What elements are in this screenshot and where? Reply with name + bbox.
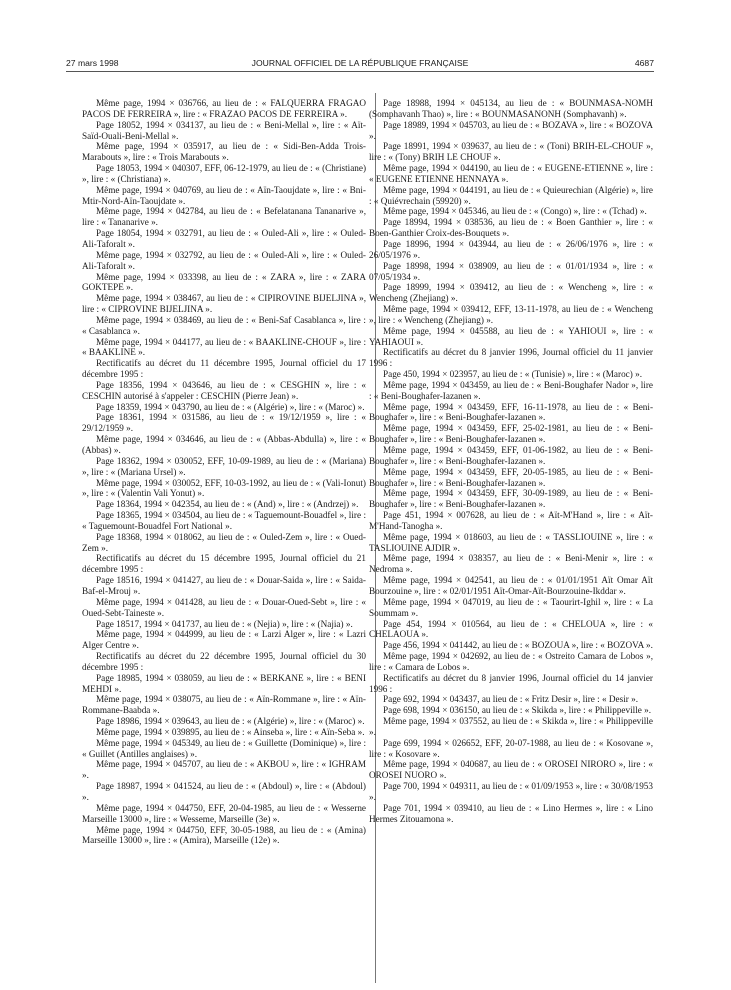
page-header (66, 56, 654, 70)
rectification-entry: Page 18988, 1994 × 045134, au lieu de : « BOUNMASA-NOMH (Somphavanh Thao) », lire : « BOUNMASANONH (Somphavanh) ». (369, 98, 653, 119)
rectification-entry: Page 18359, 1994 × 043790, au lieu de : « (Algérie) », lire : « (Maroc) ». (96, 401, 365, 412)
rectification-entry: Page 18052, 1994 × 034137, au lieu de : « Beni-Mellal », lire : « Aït-Saïd-Ouali-Beni-Mellal ». (82, 119, 366, 141)
rectification-entry: Page 18986, 1994 × 039643, au lieu de : « (Algérie) », lire : « (Maroc) ». (96, 716, 365, 727)
rectification-entry: Rectificatifs au décret du 22 décembre 1995, Journal officiel du 30 décembre 1995 : (82, 651, 366, 672)
rectification-entry: Même page, 1994 × 042692, au lieu de : « Ostreito Camara de Lobos », lire : « Camara de Lobos ». (369, 651, 653, 672)
header-rule (66, 71, 654, 72)
rectification-entry: Même page, 1994 × 041428, au lieu de : « Douar-Oued-Sebt », lire : « Oued-Sebt-Taineste ». (82, 596, 366, 618)
rectification-entry: Rectificatifs au décret du 8 janvier 1996, Journal officiel du 14 janvier 1996 : (369, 672, 653, 694)
rectification-entry: Même page, 1994 × 034646, au lieu de : « (Abbas-Abdulla) », lire : « (Abbas) ». (82, 434, 366, 455)
rectification-entry: Même page, 1994 × 044177, au lieu de : « BAAKLINE-CHOUF », lire : « BAAKLINE ». (82, 336, 366, 358)
rectification-entry: Page 18365, 1994 × 034504, au lieu de : « Taguemount-Bouadfel », lire : « Taguemount-Bouadfel Fort National ». (82, 510, 366, 531)
rectification-entry: Page 18368, 1994 × 018062, au lieu de : « Ouled-Zem », lire : « Oued-Zem ». (82, 531, 366, 553)
rectification-entry: Même page, 1994 × 035917, au lieu de : « Sidi-Ben-Adda Trois-Marabouts », lire : « Trois Marabouts ». (82, 141, 366, 163)
rectification-entry: Page 18999, 1994 × 039412, au lieu de : « Wencheng », lire : « Wencheng (Zhejiang) ». (369, 282, 653, 304)
rectification-entry: Page 454, 1994 × 010564, au lieu de : « CHELOUA », lire : « CHELAOUA ». (369, 618, 653, 640)
rectification-entry: Page 692, 1994 × 043437, au lieu de : « Fritz Desir », lire : « Desir ». (383, 694, 638, 705)
rectification-entry: Même page, 1994 × 043459, au lieu de : « Beni-Boughafer Nador », lire : « Beni-Boughafer-Iazanen ». (369, 379, 653, 401)
rectification-entry: Page 18998, 1994 × 038909, au lieu de : « 01/01/1934 », lire : « 07/05/1934 ». (369, 260, 653, 282)
rectification-entry: Page 18356, 1994 × 043646, au lieu de : « CESGHIN », lire : « CESCHIN autorisé à s'appeler : CESCHIN (Pierre Jean) ». (82, 379, 366, 401)
rectification-entry: Même page, 1994 × 042784, au lieu de : « Befelatanana Tananarive », lire : « Tananarive ». (82, 206, 366, 228)
rectification-entry: Même page, 1994 × 040769, au lieu de : « Aïn-Taoujdate », lire : « Bni-Mtir-Nord-Aïn-Taoujdate ». (82, 184, 366, 206)
rectification-entry: Page 18361, 1994 × 031586, au lieu de : « 19/12/1959 », lire : « 29/12/1959 ». (82, 412, 366, 434)
rectification-entry: Page 18989, 1994 × 045703, au lieu de : « BOZAVA », lire : « BOZOVA ». (369, 119, 653, 141)
rectification-entry: Même page, 1994 × 045707, au lieu de : « AKBOU », lire : « IGHRAM ». (82, 759, 366, 781)
right-column (369, 98, 653, 825)
header-page-number: 4687 (634, 58, 654, 68)
rectification-entry: Même page, 1994 × 044750, EFF, 20-04-1985, au lieu de : « Wesserne Marseille 13000 », lire : « Wesseme, Marseille (3e) ». (82, 802, 366, 824)
header-date: 27 mars 1998 (66, 58, 119, 68)
rectification-entry: Même page, 1994 × 037552, au lieu de : « Skikda », lire : « Philippeville ». (369, 716, 653, 737)
rectification-entry: Même page, 1994 × 044190, au lieu de : « EUGENE-ETIENNE », lire : « EUGENE ETIENNE HENNAYA ». (369, 163, 653, 184)
rectification-entry: Page 18994, 1994 × 038536, au lieu de : « Boen Ganthier », lire : « Boen-Ganthier Croix-des-Bouquets ». (369, 217, 653, 239)
rectification-entry: Même page, 1994 × 038357, au lieu de : « Beni-Menir », lire : « Nedroma ». (369, 553, 653, 575)
rectification-entry: Même page, 1994 × 032792, au lieu de : « Ouled-Ali », lire : « Ouled-Ali-Taforalt ». (82, 249, 366, 271)
rectification-entry: Même page, 1994 × 040687, au lieu de : « OROSEI NIRORO », lire : « OROSEI NUORO ». (369, 759, 653, 781)
rectification-entry: Rectificatifs au décret du 8 janvier 1996, Journal officiel du 11 janvier 1996 : (369, 347, 653, 369)
rectification-entry: Même page, 1994 × 043459, EFF, 30-09-1989, au lieu de : « Beni-Boughafer », lire : « Beni-Boughafer-Iazanen ». (369, 488, 653, 510)
rectification-entry: Page 699, 1994 × 026652, EFF, 20-07-1988, au lieu de : « Kosovane », lire : « Kosovare ». (369, 737, 653, 759)
rectification-entry: Même page, 1994 × 039412, EFF, 13-11-1978, au lieu de : « Wencheng », lire : « Wencheng (Zhejiang) ». (369, 304, 653, 325)
rectification-entry: Page 18362, 1994 × 030052, EFF, 10-09-1989, au lieu de : « (Mariana) », lire : « (Mariana Ursel) ». (82, 455, 366, 477)
rectification-entry: Page 18516, 1994 × 041427, au lieu de : « Douar-Saida », lire : « Saida-Baf-el-Mrouj ». (82, 575, 366, 596)
rectification-entry: Page 18054, 1994 × 032791, au lieu de : « Ouled-Ali », lire : « Ouled-Ali-Taforalt ». (82, 228, 366, 249)
rectification-entry: Même page, 1994 × 045346, au lieu de : « (Congo) », lire : « (Tchad) ». (383, 206, 647, 217)
rectification-entry: Même page, 1994 × 043459, EFF, 01-06-1982, au lieu de : « Beni-Boughafer », lire : « Beni-Boughafer-Iazanen ». (369, 445, 653, 466)
rectification-entry: Page 18985, 1994 × 038059, au lieu de : « BERKANE », lire : « BENI MEHDI ». (82, 672, 366, 694)
rectification-entry: Même page, 1994 × 038075, au lieu de : « Aïn-Rommane », lire : « Aïn-Rommane-Baabda ». (82, 694, 366, 716)
rectification-entry: Même page, 1994 × 044750, EFF, 30-05-1988, au lieu de : « (Amina) Marseille 13000 », lire : « (Amira), Marseille (12e) ». (82, 824, 366, 846)
rectification-entry: Page 18053, 1994 × 040307, EFF, 06-12-1979, au lieu de : « (Christiane) », lire : « (Christiana) ». (82, 163, 366, 184)
rectification-entry: Page 18991, 1994 × 039637, au lieu de : « (Toni) BRIH-EL-CHOUF », lire : « (Tony) BRIH LE CHOUF ». (369, 141, 653, 163)
rectification-entry: Même page, 1994 × 044999, au lieu de : « Larzi Alger », lire : « Lazri Alger Centre ». (82, 629, 366, 651)
rectification-entry: Page 18517, 1994 × 041737, au lieu de : « (Nejia) », lire : « (Najia) ». (96, 618, 353, 629)
rectification-entry: Même page, 1994 × 038469, au lieu de : « Beni-Saf Casablanca », lire : « Casablanca ». (82, 314, 366, 336)
rectification-entry: Même page, 1994 × 043459, EFF, 16-11-1978, au lieu de : « Beni-Boughafer », lire : « Beni-Boughafer-Iazanen ». (369, 401, 653, 423)
rectification-entry: Même page, 1994 × 043459, EFF, 25-02-1981, au lieu de : « Beni-Boughafer », lire : « Beni-Boughafer-Iazanen ». (369, 423, 653, 445)
rectification-entry: Page 18364, 1994 × 042354, au lieu de : « (And) », lire : « (Andrzej) ». (96, 499, 359, 510)
rectification-entry: Même page, 1994 × 018603, au lieu de : « TASSLIOUINE », lire : « TASLIOUINE AJDIR ». (369, 531, 653, 553)
rectification-entry: Page 700, 1994 × 049311, au lieu de : « 01/09/1953 », lire : « 30/08/1953 ». (369, 781, 653, 802)
rectification-entry: Même page, 1994 × 039895, au lieu de : « Ainseba », lire : « Aïn-Seba ». (96, 726, 365, 737)
rectification-entry: Même page, 1994 × 043459, EFF, 20-05-1985, au lieu de : « Beni-Boughafer », lire : « Beni-Boughafer-Iazanen ». (369, 466, 653, 488)
rectification-entry: Page 18987, 1994 × 041524, au lieu de : « (Abdoul) », lire : « (Abdoul) ». (82, 781, 366, 802)
rectification-entry: Rectificatifs au décret du 15 décembre 1995, Journal officiel du 21 décembre 1995 : (82, 553, 366, 575)
rectification-entry: Page 698, 1994 × 036150, au lieu de : « Skikda », lire : « Philippeville ». (383, 705, 652, 716)
rectification-entry: Page 450, 1994 × 023957, au lieu de : « (Tunisie) », lire : « (Maroc) ». (383, 369, 642, 380)
rectification-entry: Même page, 1994 × 044191, au lieu de : « Quieurechian (Algérie) », lire : « Quiévrechain (59920) ». (369, 184, 653, 206)
rectification-entry: Même page, 1994 × 045588, au lieu de : « YAHIOUI », lire : « YAHIAOUI ». (369, 325, 653, 347)
rectification-entry: Même page, 1994 × 038467, au lieu de : « CIPIROVINE BIJELJINA », lire : « CIPROVINE BIJELJINA ». (82, 293, 366, 315)
rectification-entry: Même page, 1994 × 030052, EFF, 10-03-1992, au lieu de : « (Vali-Ionut) », lire : « (Valentin Vali Yonut) ». (82, 477, 366, 499)
rectification-entry: Même page, 1994 × 042541, au lieu de : « 01/01/1951 Aït Omar Aït Bourzouine », lire : « 02/01/1951 Aït-Omar-Aït-Bourzouine-Ikddar ». (369, 575, 653, 596)
rectification-entry: Même page, 1994 × 045349, au lieu de : « Guillette (Dominique) », lire : « Guillet (Antilles anglaises) ». (82, 737, 366, 759)
rectification-entry: Même page, 1994 × 033398, au lieu de : « ZARA », lire : « ZARA GOKTEPE ». (82, 271, 366, 293)
rectification-entry: Page 701, 1994 × 039410, au lieu de : « Lino Hermes », lire : « Lino Hermes Zitouamona ». (369, 802, 653, 824)
rectification-entry: Page 456, 1994 × 041442, au lieu de : « BOZOUA », lire : « BOZOVA ». (383, 640, 653, 651)
rectification-entry: Même page, 1994 × 036766, au lieu de : « FALQUERRA FRAGAO PACOS DE FERREIRA », lire : « FRAZAO PACOS DE FERREIRA ». (82, 98, 366, 119)
rectification-entry: Rectificatifs au décret du 11 décembre 1995, Journal officiel du 17 décembre 1995 : (82, 358, 366, 380)
rectification-entry: Page 18996, 1994 × 043944, au lieu de : « 26/06/1976 », lire : « 26/05/1976 ». (369, 238, 653, 260)
left-column (82, 98, 366, 846)
rectification-entry: Page 451, 1994 × 007628, au lieu de : « Aït-M'Hand », lire : « Aït-M'Hand-Tanogha ». (369, 510, 653, 531)
rectification-entry: Même page, 1994 × 047019, au lieu de : « Taourirt-Ighil », lire : « La Soummam ». (369, 596, 653, 618)
header-title: JOURNAL OFFICIEL DE LA RÉPUBLIQUE FRANÇAISE (251, 58, 469, 68)
